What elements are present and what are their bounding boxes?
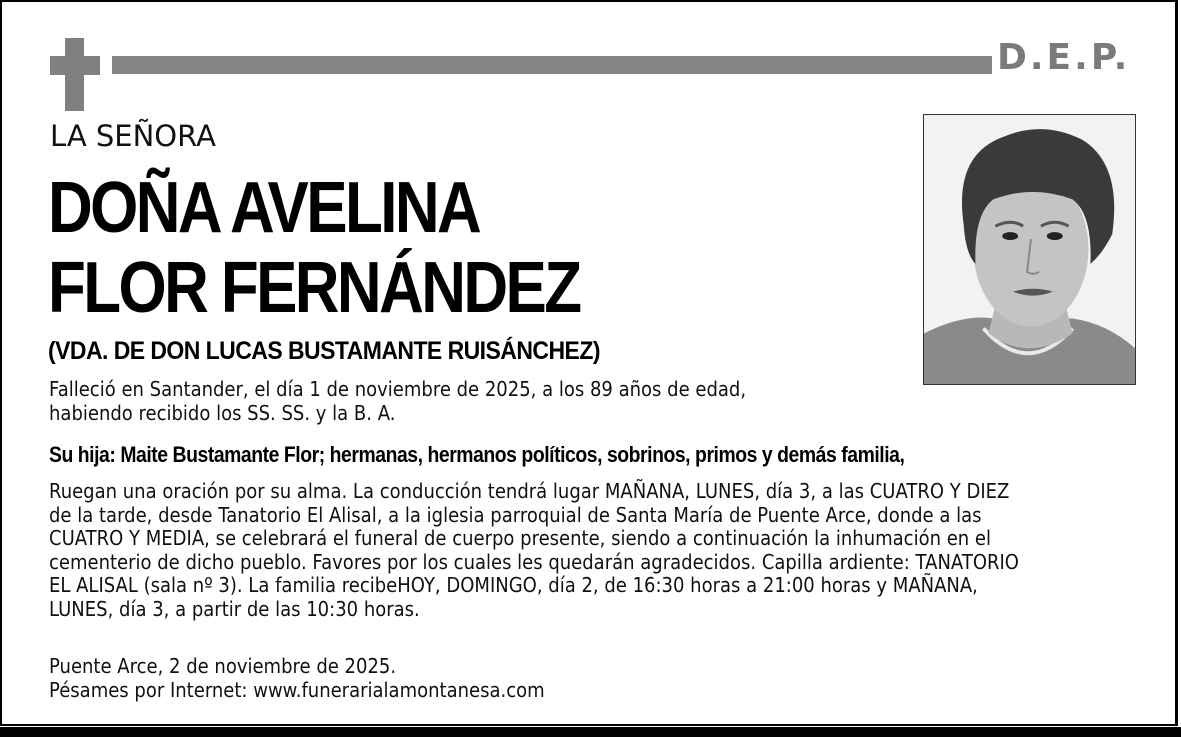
header-rule (112, 56, 992, 74)
place-date-line: Puente Arce, 2 de noviembre de 2025. (49, 654, 397, 678)
cross-horizontal-bar (50, 56, 100, 75)
title-prefix: LA SEÑORA (50, 119, 216, 153)
funeral-details-line: de la tarde, desde Tanatorio El Alisal, a la iglesia parroquial de Santa María de Puente Arce, donde a las (49, 502, 982, 527)
funeral-details (49, 480, 1019, 621)
deceased-name-line-1: DOÑA AVELINA (48, 168, 480, 248)
family-line: Su hija: Maite Bustamante Flor; hermanas, hermanos políticos, sobrinos, primos y demás familia, (49, 442, 905, 467)
funeral-details-line: CUATRO Y MEDIA, se celebrará el funeral de cuerpo presente, siendo a continuación la inhumación en el (49, 526, 992, 550)
deceased-name-line-2: FLOR FERNÁNDEZ (48, 248, 580, 328)
death-notice-line: Falleció en Santander, el día 1 de noviembre de 2025, a los 89 años de edad, (49, 377, 747, 401)
funeral-details-line: cementerio de dicho pueblo. Favores por los cuales les quedarán agradecidos. Capilla ardiente: TANATORIO (49, 549, 1019, 574)
dep-label: D.E.P. (997, 37, 1131, 78)
death-notice (49, 378, 746, 425)
funeral-details-line: LUNES, día 3, a partir de las 10:30 horas. (49, 596, 420, 621)
condolences-line: Pésames por Internet: www.funerarialamontanesa.com (49, 677, 545, 702)
cross-icon (50, 38, 100, 111)
portrait-photo (923, 114, 1136, 385)
funeral-details-line: Ruegan una oración por su alma. La conducción tendrá lugar MAÑANA, LUNES, día 3, a las CUATRO Y DIEZ (49, 479, 1010, 503)
portrait-image-icon (924, 115, 1135, 384)
funeral-details-line: EL ALISAL (sala nº 3). La familia recibeHOY, DOMINGO, día 2, de 16:30 horas a 21:00 horas y MAÑANA, (49, 573, 978, 597)
death-notice-line: habiendo recibido los SS. SS. y la B. A. (49, 400, 396, 425)
widow-of-line: (VDA. DE DON LUCAS BUSTAMANTE RUISÁNCHEZ) (48, 337, 600, 365)
bottom-border-bar (0, 727, 1181, 737)
footer (49, 655, 545, 702)
